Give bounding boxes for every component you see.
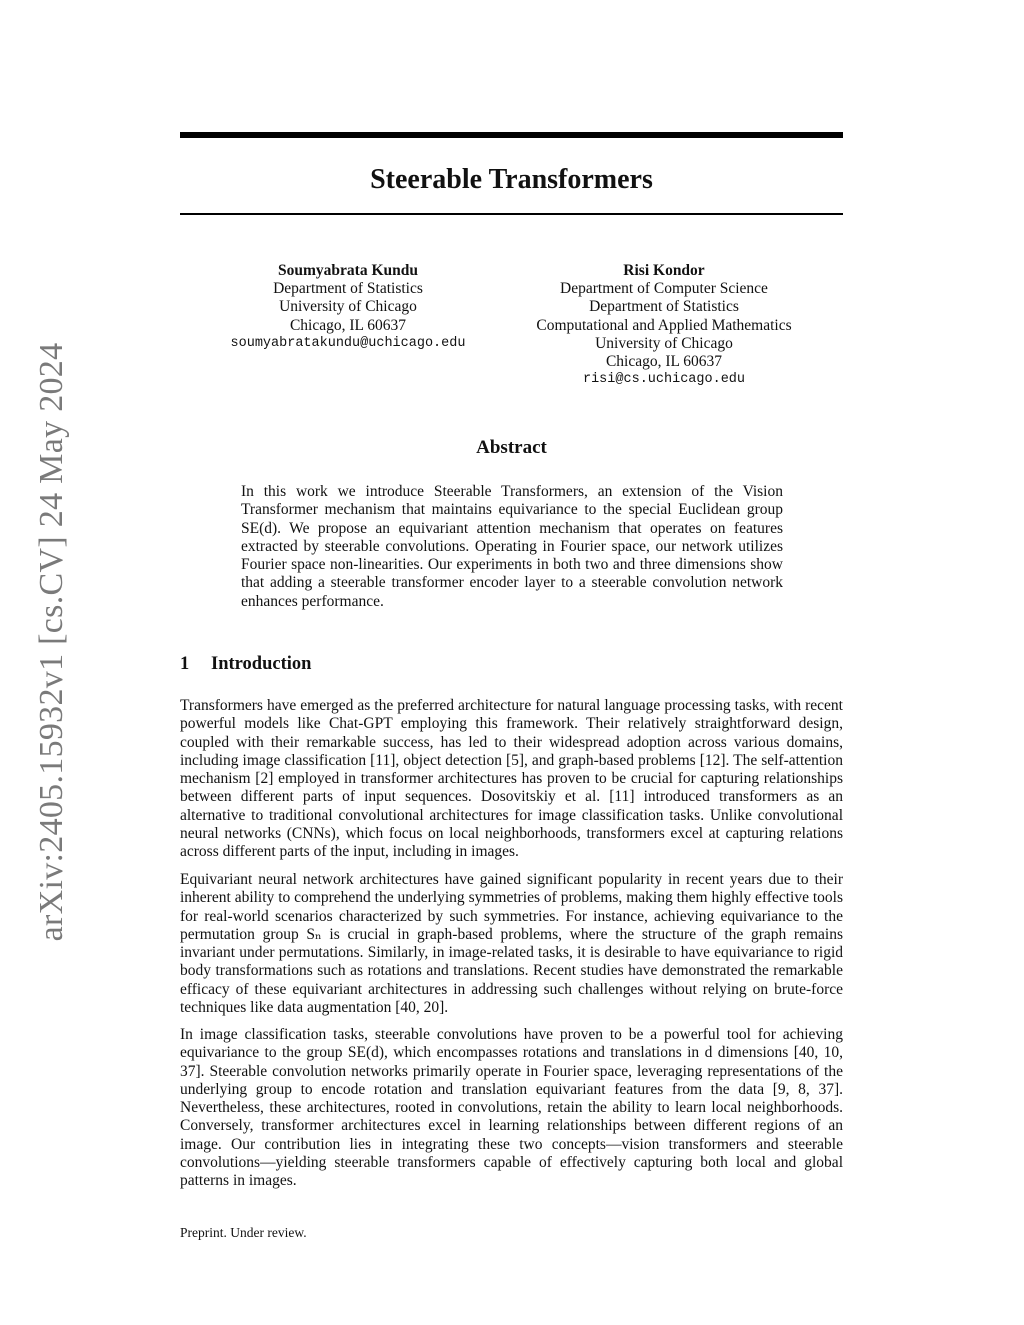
body-paragraph: Equivariant neural network architectures have gained significant popularity in recent years due to their inherent ability to comprehend the underlying symmetries of problems, making them highly effective tools for real-world scenarios characterized by such symmetries. For instance, achieving equivariance to the permutation group Sₙ is crucial in graph-based problems, where the structure of the graph remains invariant under permutations. Similarly, in image-related tasks, it is desirable to have equivariance to rigid body transformations such as rotations and translations. Recent studies have demonstrated the remarkable efficacy of these equivariant architectures in addressing such challenges without relying on brute-force techniques like data augmentation [40, 20]. [180,871,843,1017]
author-affiliation: Department of Statistics [589,298,739,316]
paper-title: Steerable Transformers [370,164,653,195]
arxiv-identifier: arXiv:2405.15932v1 [cs.CV] 24 May 2024 [33,342,70,942]
author-email[interactable]: soumyabratakundu@uchicago.edu [230,335,466,351]
author-block-2 [520,262,808,389]
title-top-rule [180,132,843,138]
author-affiliation: University of Chicago [595,334,733,352]
author-affiliation: University of Chicago [279,298,417,316]
author-email[interactable]: risi@cs.uchicago.edu [582,372,746,388]
preprint-footnote: Preprint. Under review. [180,1225,307,1240]
author-block-1 [212,262,484,353]
body-paragraph: In image classification tasks, steerable convolutions have proven to be a powerful tool for achieving equivariance to the group SE(d), which encompasses rotations and translations in d dimensions [40, 10, 37]. Steerable convolution networks primarily operate in Fourier space, leveraging representations of the underlying group to encode rotation and translation equivariant features from the data [9, 8, 37]. Nevertheless, these architectures, rooted in convolutions, retain the ability to learn local neighborhoods. Conversely, transformer architectures excel in learning relationships between different regions of an image. Our contribution lies in integrating these two concepts—vision transformers and steerable convolutions—yielding steerable transformers capable of effectively capturing both local and global patterns in images. [180,1026,843,1190]
author-affiliation: Chicago, IL 60637 [605,353,723,371]
section-number: 1 [180,654,190,674]
author-affiliation: Department of Statistics [273,280,423,298]
author-affiliation: Computational and Applied Mathematics [536,316,792,334]
author-name: Risi Kondor [623,262,705,279]
section-heading [180,654,311,675]
author-name: Soumyabrata Kundu [278,262,418,279]
body-paragraph: Transformers have emerged as the preferred architecture for natural language processing tasks, with recent powerful models like Chat-GPT employing this framework. Their relatively straightforward design, coupled with their remarkable success, has led to their widespread adoption across various domains, including image classification [11], object detection [5], and graph-based problems [12]. The self-attention mechanism [2] employed in transformer architectures has proven to be crucial for capturing relationships between different parts of input sequences. Dosovitskiy et al. [11] introduced transformers as an alternative to traditional convolutional architectures for image classification tasks. Unlike convolutional neural networks (CNNs), which focus on local neighborhoods, transformers excel at capturing relations across different parts of the input, including in images. [180,697,843,861]
abstract-heading: Abstract [476,437,547,458]
section-title: Introduction [211,654,312,674]
title-bottom-rule [180,213,843,215]
author-affiliation: Chicago, IL 60637 [289,316,407,334]
abstract-text: In this work we introduce Steerable Transformers, an extension of the Vision Transformer mechanism that maintains equivariance to the special Euclidean group SE(d). We propose an equivariant attention mechanism that operates on features extracted by steerable convolutions. Operating in Fourier space, our network utilizes Fourier space non-linearities. Our experiments in both two and three dimensions show that adding a steerable transformer encoder layer to a steerable convolution network enhances performance. [241,483,783,610]
author-affiliation: Department of Computer Science [560,280,768,298]
